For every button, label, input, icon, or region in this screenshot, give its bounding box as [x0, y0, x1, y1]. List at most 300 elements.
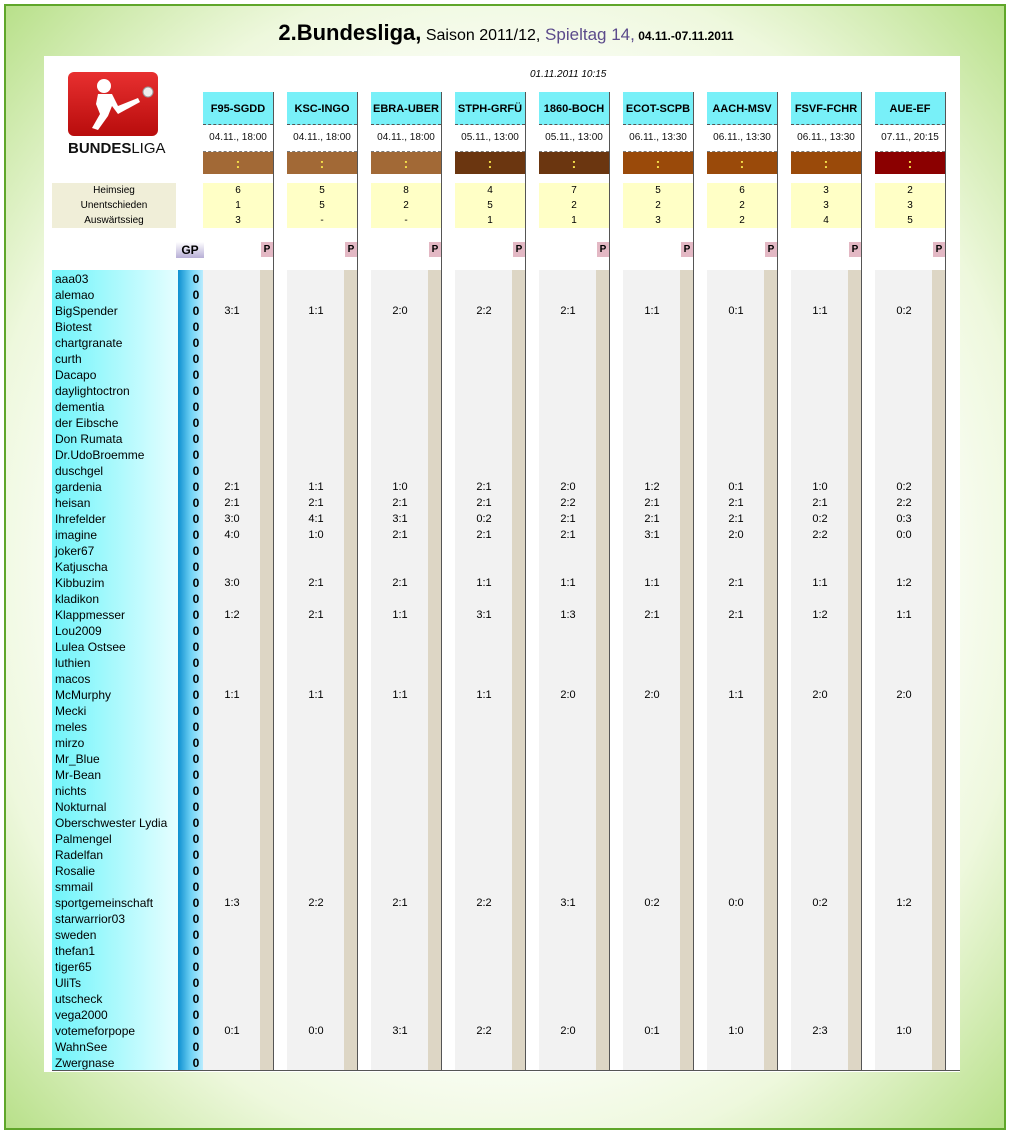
player-name: BigSpender: [55, 304, 118, 318]
tip-cell: 2:0: [560, 481, 576, 493]
points-header: P: [429, 242, 441, 257]
tip-cell: 2:1: [224, 481, 240, 493]
player-gp: 0: [192, 496, 200, 510]
player-gp: 0: [192, 832, 200, 846]
match-code[interactable]: 1860-BOCH: [539, 92, 609, 125]
match-stat-value: 1: [487, 215, 493, 226]
player-gp: 0: [192, 800, 200, 814]
tip-cell: 2:2: [560, 497, 576, 509]
tip-cell: 3:1: [224, 305, 240, 317]
player-gp: 0: [192, 320, 200, 334]
player-gp: 0: [192, 576, 200, 590]
player-name: imagine: [55, 528, 98, 542]
tip-cell: 2:1: [476, 481, 492, 493]
player-gp: 0: [192, 288, 200, 302]
points-header: P: [933, 242, 945, 257]
tip-cell: 0:2: [812, 897, 828, 909]
player-gp: 0: [192, 640, 200, 654]
player-name: duschgel: [55, 464, 104, 478]
match-date: 04.11., 18:00: [371, 125, 441, 152]
tip-cell: 1:2: [224, 609, 240, 621]
match-stat-value: 4: [487, 185, 493, 196]
player-gp: 0: [192, 608, 200, 622]
tip-cell: 1:3: [560, 609, 576, 621]
player-gp: 0: [192, 960, 200, 974]
player-name: aaa03: [55, 272, 89, 286]
player-name: Dr.UdoBroemme: [55, 448, 145, 462]
player-name: Katjuscha: [55, 560, 108, 574]
player-gp: 0: [192, 752, 200, 766]
match-column-4: [539, 92, 609, 174]
tip-cell: 1:0: [728, 1025, 744, 1037]
player-gp: 0: [192, 1024, 200, 1038]
tip-cell: 1:1: [308, 689, 324, 701]
tip-cell: 1:0: [812, 481, 828, 493]
match-stat-value: 2: [571, 200, 577, 211]
tip-cell: 2:1: [476, 497, 492, 509]
match-stats: [623, 183, 693, 228]
player-name: Radelfan: [55, 848, 104, 862]
match-column-5: [623, 92, 693, 174]
match-stat-value: 5: [907, 215, 913, 226]
player-name: Ihrefelder: [55, 512, 106, 526]
player-gp: 0: [192, 1056, 200, 1070]
tip-cell: 2:1: [644, 513, 660, 525]
player-gp: 0: [192, 768, 200, 782]
match-score: :: [539, 152, 609, 174]
match-code[interactable]: EBRA-UBER: [371, 92, 441, 125]
player-name: der Eibsche: [55, 416, 119, 430]
tip-cell: 1:1: [812, 305, 828, 317]
match-stat-value: 6: [739, 185, 745, 196]
player-name: Mr-Bean: [55, 768, 102, 782]
tip-cell: 2:1: [560, 529, 576, 541]
player-name: meles: [55, 720, 88, 734]
player-name: votemeforpope: [55, 1024, 136, 1038]
player-name: Mecki: [55, 704, 87, 718]
tip-cell: 2:0: [728, 529, 744, 541]
tip-cell: 2:0: [896, 689, 912, 701]
player-name: sweden: [55, 928, 97, 942]
player-name: Lou2009: [55, 624, 102, 638]
player-name: sportgemeinschaft: [55, 896, 154, 910]
player-gp: 0: [192, 416, 200, 430]
points-column: [344, 270, 357, 1070]
player-gp: 0: [192, 720, 200, 734]
logo-badge-icon: [68, 72, 158, 136]
tip-cell: 2:2: [812, 529, 828, 541]
tip-cell: 2:1: [728, 577, 744, 589]
tip-cell: 0:2: [896, 305, 912, 317]
match-score: :: [287, 152, 357, 174]
tip-cell: 1:1: [392, 609, 408, 621]
match-code[interactable]: STPH-GRFÜ: [455, 92, 525, 125]
tip-cell: 2:0: [812, 689, 828, 701]
tip-cell: 2:0: [560, 689, 576, 701]
match-stat-value: 3: [907, 200, 913, 211]
player-name: mirzo: [55, 736, 85, 750]
season-label: Saison 2011/12: [421, 27, 536, 44]
match-stats: [203, 183, 273, 228]
tip-cell: 2:1: [644, 609, 660, 621]
date-range: 04.11.-07.11.2011: [634, 29, 734, 43]
tip-cell: 3:1: [392, 1025, 408, 1037]
player-name: Oberschwester Lydia: [55, 816, 168, 830]
tip-cell: 0:0: [728, 897, 744, 909]
match-stat-value: 1: [235, 200, 241, 211]
match-stat-value: 2: [655, 200, 661, 211]
tip-cell: 2:1: [476, 529, 492, 541]
timestamp: 01.11.2011 10:15: [530, 69, 607, 80]
tip-cell: 2:2: [476, 1025, 492, 1037]
column-separator: [609, 92, 610, 1070]
tip-cell: 1:1: [560, 577, 576, 589]
player-gp: 0: [192, 336, 200, 350]
tip-cell: 2:1: [560, 305, 576, 317]
column-separator: [441, 92, 442, 1070]
match-code[interactable]: ECOT-SCPB: [623, 92, 693, 125]
player-name: Kibbuzim: [55, 576, 105, 590]
player-name: Nokturnal: [55, 800, 107, 814]
points-column: [512, 270, 525, 1070]
player-name: Mr_Blue: [55, 752, 100, 766]
player-gp: 0: [192, 704, 200, 718]
tip-cell: 1:1: [644, 577, 660, 589]
player-gp: 0: [192, 560, 200, 574]
title-separator: ,: [535, 27, 541, 44]
player-gp: 0: [192, 464, 200, 478]
player-name: joker67: [55, 544, 95, 558]
player-name: heisan: [55, 496, 91, 510]
tip-cell: 1:1: [812, 577, 828, 589]
tip-cell: 2:0: [644, 689, 660, 701]
player-name: vega2000: [55, 1008, 108, 1022]
points-header: P: [261, 242, 273, 257]
match-code[interactable]: FSVF-FCHR: [791, 92, 861, 125]
match-score: :: [791, 152, 861, 174]
match-score: :: [455, 152, 525, 174]
player-name: McMurphy: [55, 688, 112, 702]
match-stats: [455, 183, 525, 228]
tip-cell: 3:0: [224, 513, 240, 525]
tip-cell: 2:0: [392, 305, 408, 317]
match-column-3: [455, 92, 525, 174]
tip-cell: 1:0: [392, 481, 408, 493]
tip-cell: 3:1: [644, 529, 660, 541]
tip-cell: 2:1: [308, 577, 324, 589]
tip-cell: 2:1: [560, 513, 576, 525]
tip-cell: 3:1: [392, 513, 408, 525]
match-stat-value: 2: [907, 185, 913, 196]
tip-cell: 1:1: [476, 577, 492, 589]
player-gp: 0: [192, 880, 200, 894]
column-separator: [777, 92, 778, 1070]
match-code[interactable]: F95-SGDD: [203, 92, 273, 125]
stat-label-draw: Unentschieden: [80, 200, 148, 211]
tip-cell: 0:3: [896, 513, 912, 525]
tip-cell: 3:0: [224, 577, 240, 589]
column-separator: [861, 92, 862, 1070]
match-stats: [539, 183, 609, 228]
match-stat-value: 1: [571, 215, 577, 226]
player-gp: 0: [192, 896, 200, 910]
column-separator: [273, 92, 274, 1070]
match-column-6: [707, 92, 777, 174]
player-gp: 0: [192, 304, 200, 318]
player-gp: 0: [192, 352, 200, 366]
points-header: P: [345, 242, 357, 257]
player-gp: 0: [192, 784, 200, 798]
tip-cell: 2:1: [728, 609, 744, 621]
matchday-label: Spieltag 14: [540, 25, 631, 44]
player-gp: 0: [192, 1040, 200, 1054]
column-separator: [693, 92, 694, 1070]
tip-cell: 1:2: [644, 481, 660, 493]
tip-cell: 2:1: [644, 497, 660, 509]
stats-labels: [52, 183, 176, 228]
player-gp: 0: [192, 736, 200, 750]
player-name: nichts: [55, 784, 87, 798]
match-score: :: [707, 152, 777, 174]
player-gp: 0: [192, 928, 200, 942]
tip-cell: 4:0: [224, 529, 240, 541]
match-stats: [791, 183, 861, 228]
tip-cell: 2:1: [308, 609, 324, 621]
match-stat-value: 8: [403, 185, 409, 196]
tip-cell: 1:1: [896, 609, 912, 621]
match-column-7: [791, 92, 861, 174]
match-stat-value: 5: [487, 200, 493, 211]
tip-cell: 2:1: [392, 497, 408, 509]
logo-word-b: LIGA: [131, 140, 166, 157]
match-score: :: [371, 152, 441, 174]
player-name: tiger65: [55, 960, 92, 974]
points-column: [848, 270, 861, 1070]
match-stat-value: 3: [655, 215, 661, 226]
player-gp: 0: [192, 400, 200, 414]
match-code[interactable]: AACH-MSV: [707, 92, 777, 125]
player-gp: 0: [192, 624, 200, 638]
player-name: Palmengel: [55, 832, 112, 846]
match-column-8: [875, 92, 945, 174]
match-stat-value: 3: [823, 200, 829, 211]
tip-cell: 1:1: [224, 689, 240, 701]
tip-cell: 0:2: [812, 513, 828, 525]
player-gp: 0: [192, 384, 200, 398]
match-column-0: [203, 92, 273, 174]
tip-cell: 0:2: [896, 481, 912, 493]
player-name: chartgranate: [55, 336, 123, 350]
player-name: kladikon: [55, 592, 100, 606]
player-name: gardenia: [55, 480, 102, 494]
tip-cell: 1:2: [896, 577, 912, 589]
tip-cell: 2:2: [476, 305, 492, 317]
tip-cell: 2:1: [392, 529, 408, 541]
tip-cell: 2:1: [728, 513, 744, 525]
tip-cell: 1:1: [644, 305, 660, 317]
player-gp: 0: [192, 544, 200, 558]
match-stat-value: 5: [655, 185, 661, 196]
player-name: Dacapo: [55, 368, 97, 382]
match-stat-value: 5: [319, 200, 325, 211]
tip-cell: 4:1: [308, 513, 324, 525]
match-column-1: [287, 92, 357, 174]
page-title: [0, 20, 1012, 46]
tip-cell: 2:1: [224, 497, 240, 509]
player-name: Biotest: [55, 320, 92, 334]
player-gp: 0: [192, 688, 200, 702]
points-header: P: [849, 242, 861, 257]
match-stats: [707, 183, 777, 228]
player-gp: 0: [192, 432, 200, 446]
match-score: :: [623, 152, 693, 174]
match-score: :: [203, 152, 273, 174]
player-name: Lulea Ostsee: [55, 640, 126, 654]
match-date: 04.11., 18:00: [287, 125, 357, 152]
player-name: luthien: [55, 656, 91, 670]
tip-cell: 2:3: [812, 1025, 828, 1037]
tip-cell: 2:2: [308, 897, 324, 909]
column-separator: [357, 92, 358, 1070]
player-gp: 0: [192, 368, 200, 382]
column-separator: [945, 92, 946, 1070]
tip-cell: 0:0: [308, 1025, 324, 1037]
player-gp: 0: [192, 976, 200, 990]
tip-cell: 1:1: [308, 481, 324, 493]
match-stat-value: 4: [823, 215, 829, 226]
player-name: utscheck: [55, 992, 103, 1006]
match-stat-value: 3: [235, 215, 241, 226]
tip-cell: 2:1: [812, 497, 828, 509]
tip-cell: 1:1: [728, 689, 744, 701]
tip-cell: 0:2: [644, 897, 660, 909]
player-gp: 0: [192, 528, 200, 542]
match-date: 06.11., 13:30: [707, 125, 777, 152]
tip-cell: 0:1: [644, 1025, 660, 1037]
tip-cell: 1:2: [812, 609, 828, 621]
player-name: Klappmesser: [55, 608, 126, 622]
tip-cell: 1:1: [476, 689, 492, 701]
logo-wordmark: [68, 140, 166, 157]
match-date: 05.11., 13:00: [455, 125, 525, 152]
player-gp: 0: [192, 1008, 200, 1022]
player-gp: 0: [192, 944, 200, 958]
logo-word-a: BUNDES: [68, 140, 132, 157]
match-stat-value: 3: [823, 185, 829, 196]
player-name: alemao: [55, 288, 95, 302]
points-header: P: [597, 242, 609, 257]
tip-cell: 2:0: [560, 1025, 576, 1037]
tip-cell: 1:3: [224, 897, 240, 909]
player-name: Rosalie: [55, 864, 96, 878]
match-code[interactable]: KSC-INGO: [287, 92, 357, 125]
points-header: P: [765, 242, 777, 257]
points-column: [596, 270, 609, 1070]
match-stats: [875, 183, 945, 228]
points-header: P: [681, 242, 693, 257]
player-gp: 0: [192, 864, 200, 878]
match-code[interactable]: AUE-EF: [875, 92, 945, 125]
tip-cell: 0:1: [728, 481, 744, 493]
match-stat-value: -: [404, 215, 408, 226]
column-separator: [525, 92, 526, 1070]
grid-bottom-line: [52, 1070, 960, 1071]
player-gp: 0: [192, 480, 200, 494]
player-name: dementia: [55, 400, 105, 414]
tip-cell: 2:2: [896, 497, 912, 509]
tip-cell: 1:1: [392, 689, 408, 701]
league-title: 2.Bundesliga: [278, 20, 416, 45]
match-date: 07.11., 20:15: [875, 125, 945, 152]
match-score: :: [875, 152, 945, 174]
player-name: smmail: [55, 880, 93, 894]
match-stat-value: 6: [235, 185, 241, 196]
points-header: P: [513, 242, 525, 257]
tip-cell: 0:1: [728, 305, 744, 317]
player-gp: 0: [192, 512, 200, 526]
title-separator: ,: [415, 20, 422, 45]
match-stat-value: 7: [571, 185, 577, 196]
points-column: [260, 270, 273, 1070]
match-stats: [371, 183, 441, 228]
player-gp: 0: [192, 672, 200, 686]
player-gp: 0: [192, 656, 200, 670]
player-gp: 0: [192, 272, 200, 286]
tip-cell: 0:2: [476, 513, 492, 525]
player-gp: 0: [192, 592, 200, 606]
match-stat-value: 2: [739, 200, 745, 211]
player-name: daylightoctron: [55, 384, 130, 398]
match-date: 06.11., 13:30: [791, 125, 861, 152]
stat-label-away: Auswärtssieg: [84, 215, 144, 226]
player-name: curth: [55, 352, 82, 366]
tip-cell: 1:1: [308, 305, 324, 317]
tip-cell: 1:0: [308, 529, 324, 541]
tip-cell: 1:0: [896, 1025, 912, 1037]
match-date: 04.11., 18:00: [203, 125, 273, 152]
player-gp: 0: [192, 448, 200, 462]
points-column: [932, 270, 945, 1070]
tip-cell: 2:2: [476, 897, 492, 909]
player-name: starwarrior03: [55, 912, 126, 926]
tip-cell: 0:0: [896, 529, 912, 541]
player-name: macos: [55, 672, 91, 686]
tip-cell: 2:1: [392, 897, 408, 909]
player-name: WahnSee: [55, 1040, 108, 1054]
match-stats: [287, 183, 357, 228]
player-gp: 0: [192, 816, 200, 830]
stat-label-home: Heimsieg: [93, 185, 135, 196]
player-name: Don Rumata: [55, 432, 123, 446]
tip-cell: 2:1: [392, 577, 408, 589]
title-separator: ,: [630, 25, 635, 44]
tip-cell: 0:1: [224, 1025, 240, 1037]
match-column-2: [371, 92, 441, 174]
player-gp: 0: [192, 912, 200, 926]
tip-cell: 2:1: [728, 497, 744, 509]
player-gp: 0: [192, 992, 200, 1006]
tip-cell: 3:1: [476, 609, 492, 621]
match-stat-value: 5: [319, 185, 325, 196]
points-column: [764, 270, 777, 1070]
bundesliga-logo: [68, 72, 166, 162]
tip-cell: 3:1: [560, 897, 576, 909]
match-stat-value: -: [320, 215, 324, 226]
match-date: 06.11., 13:30: [623, 125, 693, 152]
points-column: [428, 270, 441, 1070]
gp-header: GP: [176, 242, 204, 258]
match-date: 05.11., 13:00: [539, 125, 609, 152]
